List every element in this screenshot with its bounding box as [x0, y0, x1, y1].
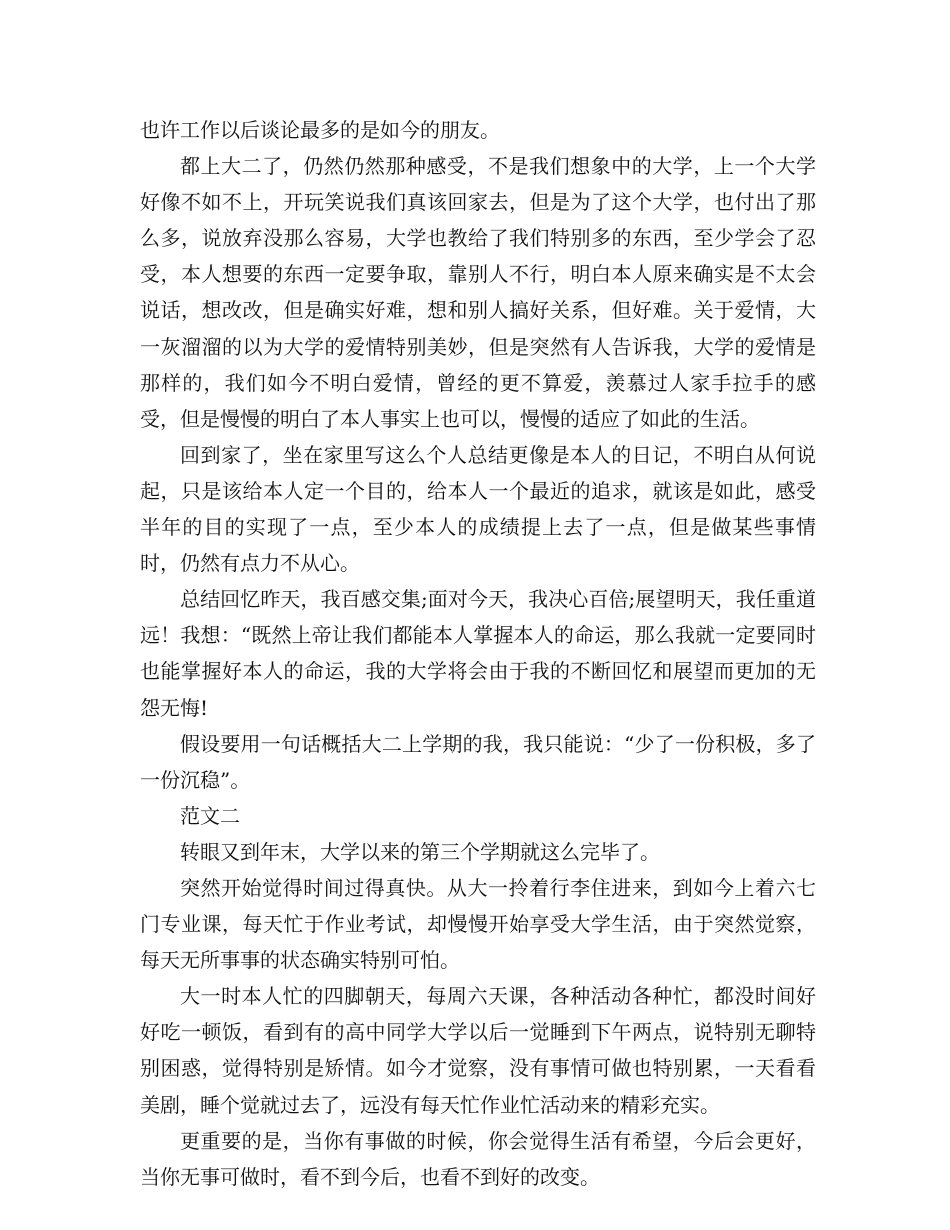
- paragraph-summary-reflection: 总结回忆昨天，我百感交集;面对今天，我决心百倍;展望明天，我任重道远！我想：“既然上帝让我们都能本人掌握本人的命运，那么我就一定要同时也能掌握好本人的命运，我的大学将会由于我的不断回忆和展望而更加的无怨无悔!: [140, 587, 816, 720]
- paragraph-back-home: 回到家了，坐在家里写这么个人总结更像是本人的日记，不明白从何说起，只是该给本人定一个目的，给本人一个最近的追求，就该是如此，感受半年的目的实现了一点，至少本人的成绩提上去了一点，但是做某些事情时，仍然有点力不从心。: [140, 442, 816, 576]
- section-heading-sample-two: 范文二: [180, 803, 240, 828]
- paragraph-sophomore-feelings: 都上大二了，仍然仍然那种感受，不是我们想象中的大学，上一个大学好像不如不上，开玩笑说我们真该回家去，但是为了这个大学，也付出了那么多，说放弃没那么容易，大学也教给了我们特别多的东西，至少学会了忍受，本人想要的东西一定要争取，靠别人不行，明白本人原来确实是不太会说话，想改改，但是确实好难，想和别人搞好关系，但好难。关于爱情，大一灰溜溜的以为大学的爱情特别美妙，但是突然有人告诉我，大学的爱情是那样的，我们如今不明白爱情，曾经的更不算爱，羡慕过人家手拉手的感受，但是慢慢的明白了本人事实上也可以，慢慢的适应了如此的生活。: [140, 154, 816, 431]
- paragraph-freshman-busy: 大一时本人忙的四脚朝天，每周六天课，各种活动各种忙，都没时间好好吃一顿饭，看到有的高中同学大学以后一觉睡到下午两点，说特别无聊特别困惑，觉得特别是矫情。如今才觉察，没有事情可做也特别累，一天看看美剧，睡个觉就过去了，远没有每天忙作业忙活动来的精彩充实。: [140, 984, 816, 1117]
- document-body: [140, 112, 816, 1195]
- paragraph-more-important: 更重要的是，当你有事做的时候，你会觉得生活有希望，今后会更好，当你无事可做时，看不到今后，也看不到好的改变。: [140, 1128, 816, 1189]
- paragraph-year-end: 转眼又到年末，大学以来的第三个学期就这么完毕了。: [180, 839, 660, 864]
- paragraph-time-flies: 突然开始觉得时间过得真快。从大一拎着行李住进来，到如今上着六七门专业课，每天忙于作业考试，却慢慢开始享受大学生活，由于突然觉察，每天无所事事的状态确实特别可怕。: [140, 875, 816, 973]
- paragraph-one-sentence: 假设要用一句话概括大二上学期的我，我只能说：“少了一份积极，多了一份沉稳”。: [140, 731, 816, 792]
- paragraph-continuation: 也许工作以后谈论最多的是如今的朋友。: [140, 118, 500, 142]
